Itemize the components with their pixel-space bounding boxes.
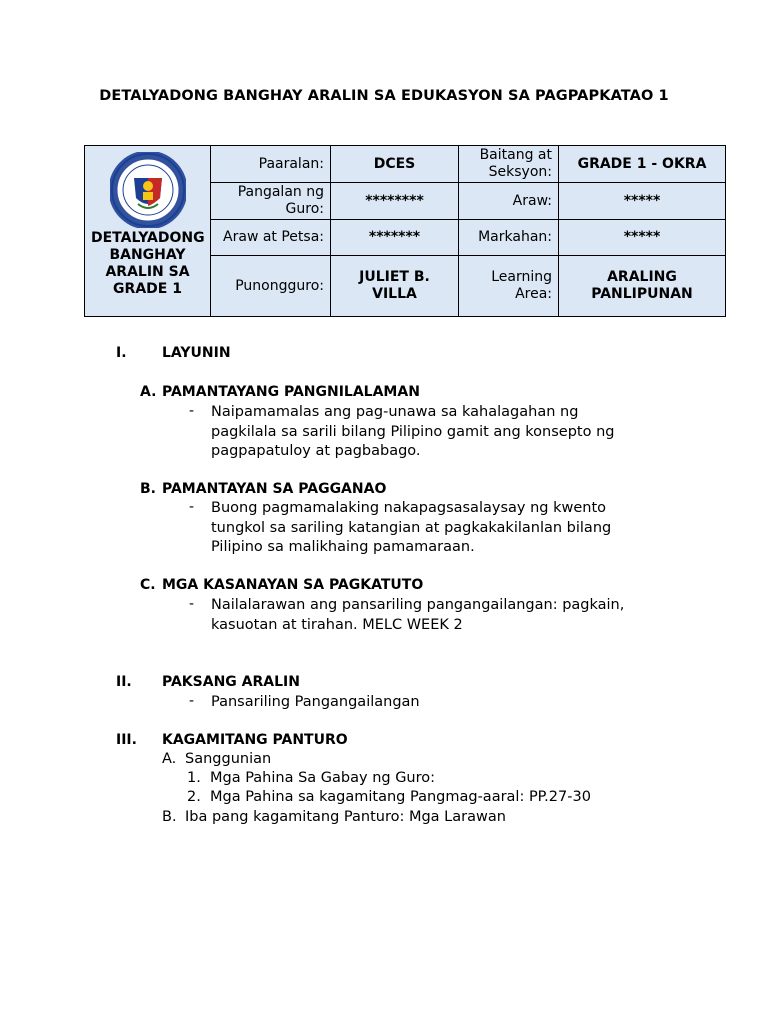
- date-label: Araw at Petsa:: [211, 220, 331, 256]
- lesson-header-table: [84, 145, 726, 317]
- date-value: *******: [331, 220, 459, 256]
- section-3b-text: Iba pang kagamitang Panturo: Mga Larawan: [185, 809, 506, 825]
- text-line: Naipamamalas ang pag-unawa sa kahalagahan ng: [211, 404, 579, 420]
- ref-1-text: Mga Pahina Sa Gabay ng Guro:: [210, 770, 436, 786]
- text-line: Nailalarawan ang pansariling pangangailangan: pagkain,: [211, 597, 625, 613]
- section-2-text: Pansariling Pangangailangan: [211, 694, 420, 710]
- quarter-value: *****: [559, 220, 726, 256]
- section-1c-label: C.: [140, 577, 156, 593]
- section-1c-dash: -: [189, 596, 195, 612]
- text-line: Pilipino sa malikhaing pamamaraan.: [211, 539, 475, 555]
- section-1-number: I.: [116, 345, 127, 361]
- ref-1-number: 1.: [187, 770, 201, 786]
- grade-section-value: GRADE 1 - OKRA: [559, 146, 726, 183]
- learning-area-label: Learning Area:: [459, 256, 559, 317]
- document-title: DETALYADONG BANGHAY ARALIN SA EDUKASYON SA PAGPAPKATAO 1: [99, 88, 669, 104]
- header-left-label: DETALYADONG BANGHAY ARALIN SA GRADE 1: [91, 230, 205, 297]
- ref-2-number: 2.: [187, 789, 201, 805]
- school-label: Paaralan:: [211, 146, 331, 183]
- section-2-number: II.: [116, 674, 132, 690]
- deped-seal-icon: [110, 152, 186, 228]
- section-1a-title: PAMANTAYANG PANGNILALAMAN: [162, 384, 420, 400]
- section-1-title: LAYUNIN: [162, 345, 231, 361]
- section-1c-title: MGA KASANAYAN SA PAGKATUTO: [162, 577, 424, 593]
- grade-section-label: Baitang at Seksyon:: [459, 146, 559, 183]
- section-3a-label: A.: [162, 751, 177, 767]
- principal-value: JULIET B. VILLA: [331, 256, 459, 317]
- section-2-dash: -: [189, 693, 195, 709]
- section-1a-label: A.: [140, 384, 157, 400]
- text-line: Buong pagmamalaking nakapagsasalaysay ng kwento: [211, 500, 606, 516]
- day-value: *****: [559, 183, 726, 220]
- quarter-label: Markahan:: [459, 220, 559, 256]
- school-value: DCES: [331, 146, 459, 183]
- teacher-value: ********: [331, 183, 459, 220]
- section-2-title: PAKSANG ARALIN: [162, 674, 300, 690]
- section-3-title: KAGAMITANG PANTURO: [162, 732, 348, 748]
- teacher-label: Pangalan ng Guro:: [211, 183, 331, 220]
- section-1b-dash: -: [189, 499, 195, 515]
- section-1b-label: B.: [140, 481, 156, 497]
- principal-label: Punongguro:: [211, 256, 331, 317]
- text-line: pagkilala sa sarili bilang Pilipino gamit ang konsepto ng: [211, 423, 615, 440]
- header-left-cell: [85, 146, 211, 317]
- section-3-number: III.: [116, 732, 137, 748]
- ref-2-text: Mga Pahina sa kagamitang Pangmag-aaral: PP.27-30: [210, 789, 591, 805]
- section-3b-label: B.: [162, 809, 177, 825]
- section-1a-text: [211, 403, 651, 462]
- text-line: pagpapatuloy at pagbabago.: [211, 443, 421, 459]
- learning-area-value: ARALING PANLIPUNAN: [559, 256, 726, 317]
- text-line: tungkol sa sariling katangian at pagkakakilanlan bilang: [211, 519, 612, 536]
- day-label: Araw:: [459, 183, 559, 220]
- section-1a-dash: -: [189, 403, 195, 419]
- section-1b-title: PAMANTAYAN SA PAGGANAO: [162, 481, 387, 497]
- text-line: kasuotan at tirahan. MELC WEEK 2: [211, 616, 463, 633]
- section-3a-text: Sanggunian: [185, 751, 272, 767]
- section-1c-text: [211, 596, 651, 635]
- section-1b-text: [211, 499, 651, 558]
